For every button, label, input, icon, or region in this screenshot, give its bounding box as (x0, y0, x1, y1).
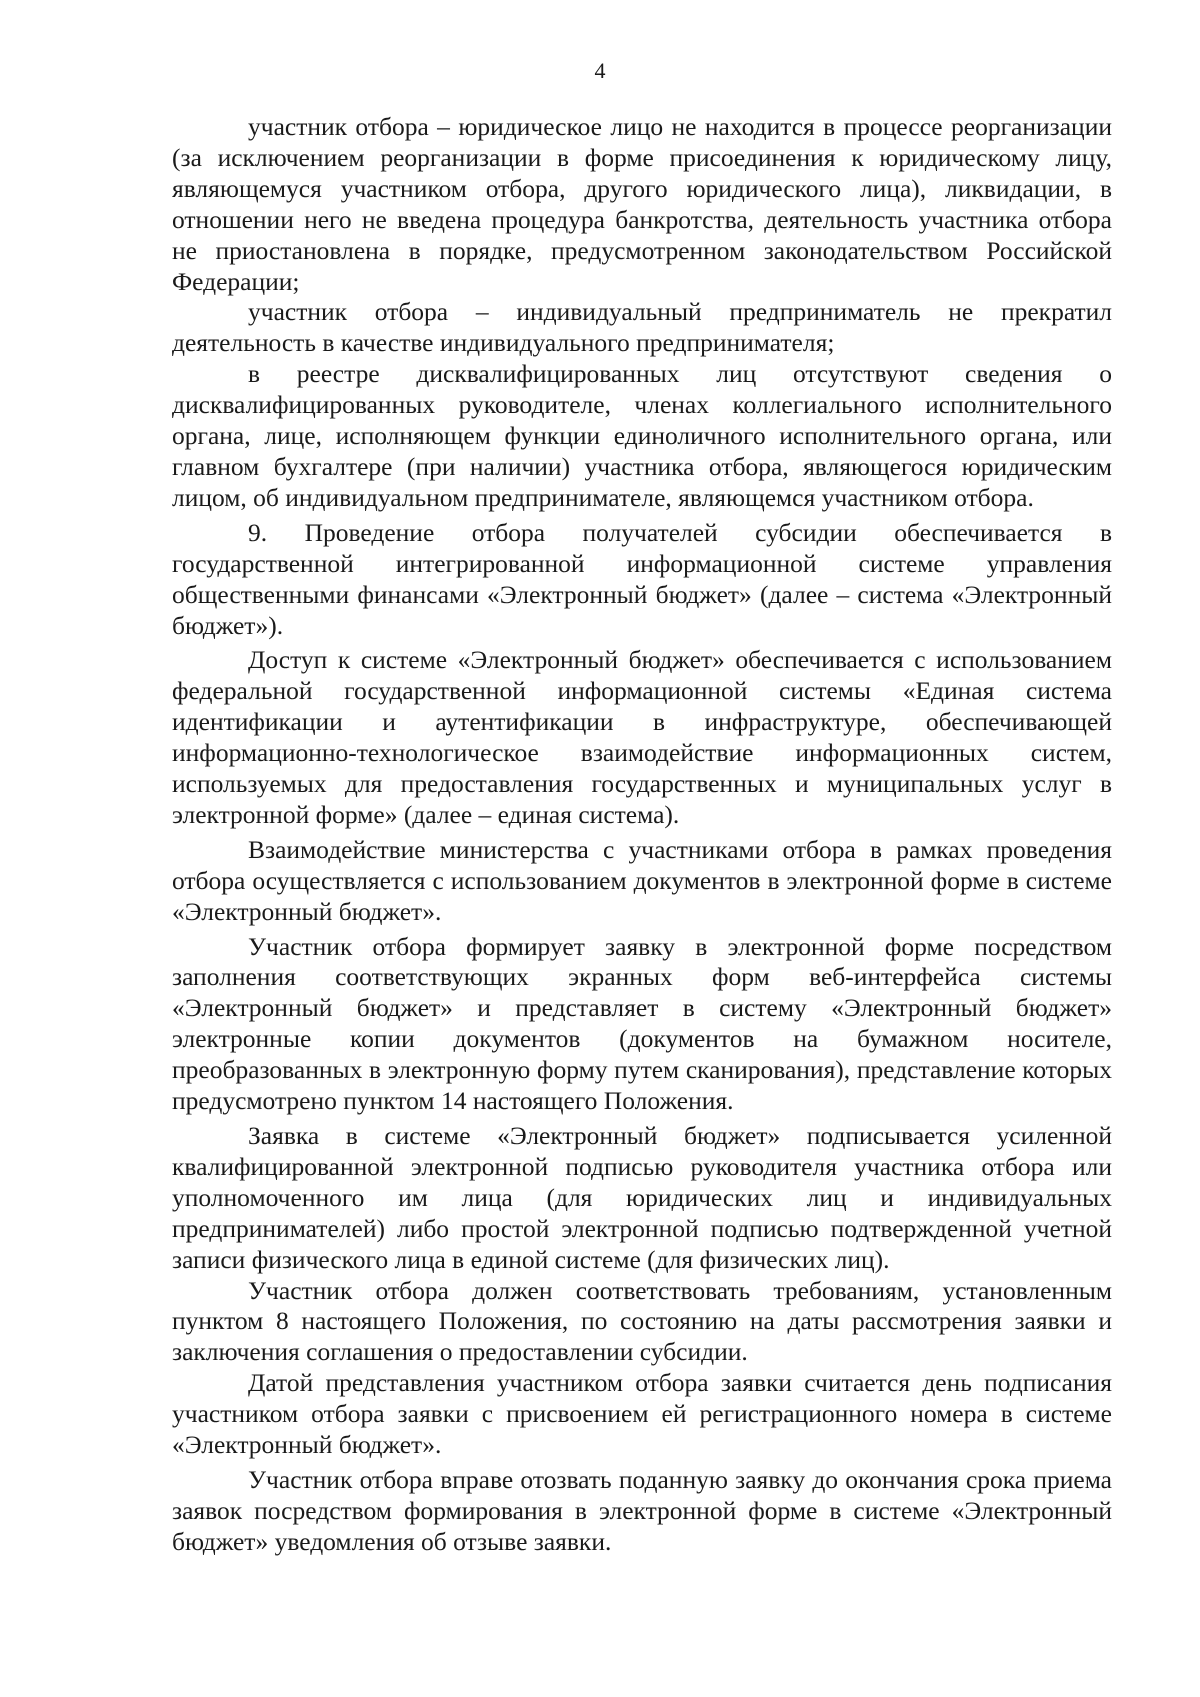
paragraph: Взаимодействие министерства с участниками отбора в рамках проведения отбора осуществляется с использованием документов в электронной форме в системе «Электронный бюджет». (172, 834, 1112, 926)
paragraph: Доступ к системе «Электронный бюджет» обеспечивается с использованием федеральной государственной информационной системы «Единая система идентификации и аутентификации в инфраструктуре, обеспечивающей информационно-технологическое взаимодействие информационных систем, используемых для предоставления государственных и муниципальных услуг в электронной форме» (далее – единая система). (172, 645, 1112, 829)
paragraph: Участник отбора вправе отозвать поданную заявку до окончания срока приема заявок посредством формирования в электронной форме в системе «Электронный бюджет» уведомления об отзыве заявки. (172, 1464, 1112, 1556)
paragraph: Участник отбора формирует заявку в электронной форме посредством заполнения соответствующих экранных форм веб-интерфейса системы «Электронный бюджет» и представляет в систему «Электронный бюджет» электронные копии документов (документов на бумажном носителе, преобразованных в электронную форму путем сканирования), представление которых предусмотрено пунктом 14 настоящего Положения. (172, 931, 1112, 1116)
paragraph: 9. Проведение отбора получателей субсидии обеспечивается в государственной интегрированной информационной системе управления общественными финансами «Электронный бюджет» (далее – система «Электронный бюджет»). (172, 517, 1112, 640)
paragraph: участник отбора – юридическое лицо не находится в процессе реорганизации (за исключением реорганизации в форме присоединения к юридическому лицу, являющемуся участником отбора, другого юридического лица), ликвидации, в отношении него не введена процедура банкротства, деятельность участника отбора не приостановлена в порядке, предусмотренном законодательством Российской Федерации; (172, 112, 1112, 296)
document-body (172, 112, 1112, 1558)
paragraph: в реестре дисквалифицированных лиц отсутствуют сведения о дисквалифицированных руководителе, членах коллегиального исполнительного органа, лице, исполняющем функции единоличного исполнительного органа, или главном бухгалтере (при наличии) участника отбора, являющегося юридическим лицом, об индивидуальном предпринимателе, являющемся участником отбора. (172, 359, 1112, 512)
page-number: 4 (594, 58, 606, 83)
paragraph: участник отбора – индивидуальный предприниматель не прекратил деятельность в качестве индивидуального предпринимателя; (172, 297, 1112, 358)
paragraph: Датой представления участником отбора заявки считается день подписания участником отбора заявки с присвоением ей регистрационного номера в системе «Электронный бюджет». (172, 1368, 1112, 1460)
paragraph: Участник отбора должен соответствовать требованиям, установленным пунктом 8 настоящего Положения, по состоянию на даты рассмотрения заявки и заключения соглашения о предоставлении субсидии. (172, 1275, 1112, 1367)
paragraph: Заявка в системе «Электронный бюджет» подписывается усиленной квалифицированной электронной подписью руководителя участника отбора или уполномоченного им лица (для юридических лиц и индивидуальных предпринимателей) либо простой электронной подписью подтвержденной учетной записи физического лица в единой системе (для физических лиц). (172, 1121, 1112, 1274)
